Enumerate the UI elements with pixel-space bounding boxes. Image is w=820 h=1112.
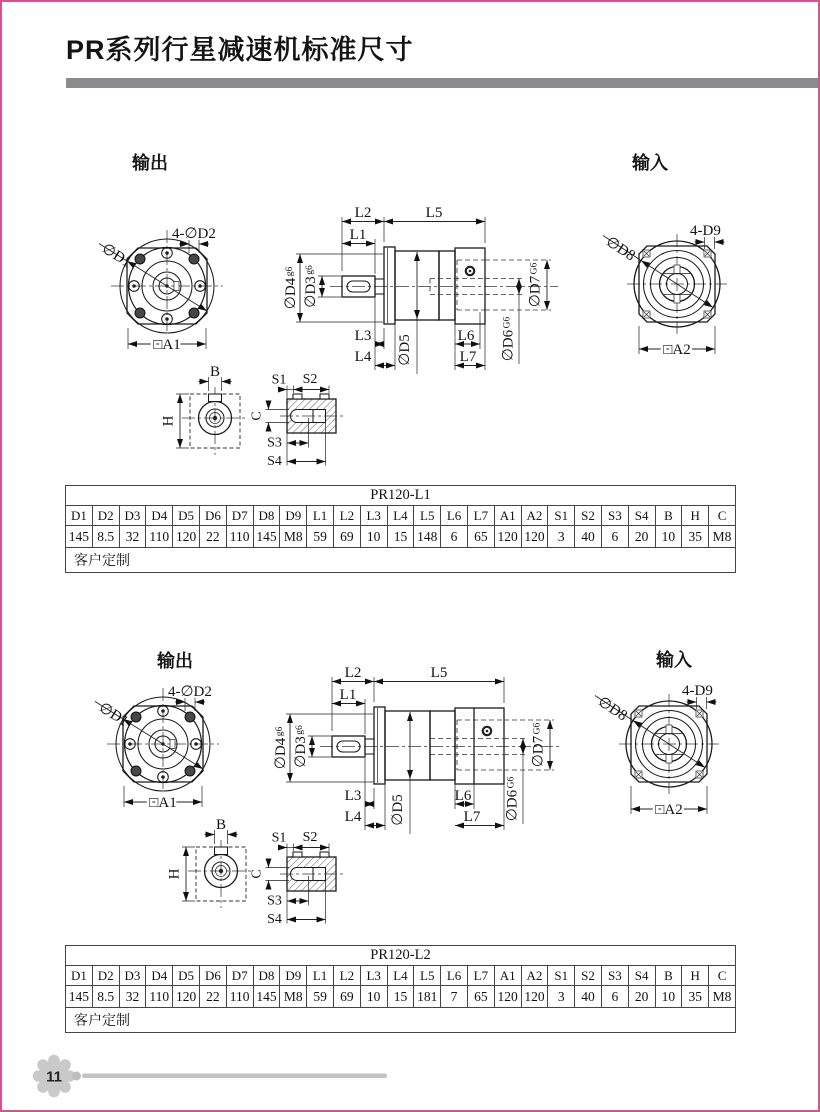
column-header: B (655, 506, 682, 526)
column-header: D5 (173, 506, 200, 526)
column-header: L5 (414, 966, 441, 986)
dim-a2: □A2 (655, 802, 683, 818)
dimension-value: 3 (548, 986, 575, 1008)
input-side-label: 输入 (632, 153, 668, 173)
dim-b: B (215, 817, 227, 833)
dimension-value: 32 (119, 526, 146, 548)
dim-l6: L6 (457, 328, 475, 344)
dimension-value: 6 (441, 526, 468, 548)
column-header: A1 (494, 506, 521, 526)
dim-d5: ∅D5 (397, 334, 413, 366)
dimension-value: M8 (280, 986, 307, 1008)
dim-d1: ∅D1 (95, 699, 131, 731)
dimension-value: 40 (575, 526, 602, 548)
column-header: D8 (253, 966, 280, 986)
column-header: L6 (441, 506, 468, 526)
dimension-value: 110 (146, 526, 173, 548)
column-header: L3 (360, 966, 387, 986)
dimension-value: 110 (226, 526, 253, 548)
column-header: A2 (521, 506, 548, 526)
shaft-end-view-2 (167, 817, 255, 908)
dim-d1: ∅D1 (98, 240, 134, 272)
dimension-value: 10 (360, 986, 387, 1008)
dimension-value: 65 (467, 526, 494, 548)
dim-4d9: 4-D9 (682, 683, 713, 699)
dim-l4: L4 (354, 349, 372, 365)
dim-s3: S3 (267, 435, 282, 451)
dim-s1: S1 (271, 830, 287, 846)
input-side-label: 输入 (656, 650, 692, 670)
dim-h: H (160, 415, 177, 427)
dimension-value: 22 (199, 986, 226, 1008)
column-header: L2 (333, 506, 360, 526)
dim-a2: □A2 (663, 342, 691, 358)
dim-c: C (249, 411, 265, 421)
dim-l5: L5 (430, 665, 448, 681)
column-header: S4 (628, 966, 655, 986)
dim-4d9: 4-D9 (690, 223, 721, 239)
dim-h: H (166, 868, 183, 880)
dim-s1: S1 (271, 372, 287, 388)
column-header: L1 (307, 506, 334, 526)
dimension-value: 10 (655, 526, 682, 548)
column-header: D2 (92, 506, 119, 526)
output-flange-view-1 (99, 226, 223, 353)
dim-l7: L7 (459, 349, 477, 365)
table-footer-note: 客户定制 (66, 548, 736, 573)
dim-c: C (249, 869, 265, 879)
dimension-table-pr120-l2 (65, 945, 736, 1033)
table-title: PR120-L1 (66, 486, 736, 506)
output-side-label: 输出 (132, 153, 168, 173)
key-section-view-1 (250, 372, 345, 469)
drawing-section-2 (2, 622, 820, 952)
side-view-2 (273, 665, 562, 834)
column-header: D3 (119, 506, 146, 526)
dimension-value: M8 (709, 526, 736, 548)
drawing-section-1 (2, 132, 820, 482)
dim-l2: L2 (344, 665, 362, 681)
dimension-value: M8 (709, 986, 736, 1008)
dim-d8: ∅D8 (594, 693, 630, 725)
column-header: S4 (628, 506, 655, 526)
dimension-value: 40 (575, 986, 602, 1008)
column-header: D4 (146, 966, 173, 986)
dimension-value: 120 (494, 526, 521, 548)
dimension-value: 22 (199, 526, 226, 548)
dim-l3: L3 (344, 788, 362, 804)
dimension-table-pr120-l1 (65, 485, 736, 573)
column-header: S3 (601, 966, 628, 986)
column-header: L5 (414, 506, 441, 526)
title-underline-bar (66, 78, 818, 88)
page-title: PR系列行星减速机标准尺寸 (66, 35, 414, 65)
page-footer (2, 1047, 820, 1107)
shaft-end-view-1 (161, 364, 249, 455)
dim-d5: ∅D5 (390, 794, 406, 826)
dimension-value: 10 (655, 986, 682, 1008)
column-header: D1 (66, 966, 93, 986)
dim-l1: L1 (349, 227, 367, 243)
dimension-value: 145 (66, 526, 93, 548)
column-header: L2 (333, 966, 360, 986)
column-header: D8 (253, 506, 280, 526)
dim-d6: $\emptyset D6^{G6}$ (504, 776, 521, 822)
input-flange-view-2 (595, 683, 719, 818)
column-header: D2 (92, 966, 119, 986)
dimension-value: 120 (521, 526, 548, 548)
dim-a1: □A1 (153, 337, 181, 353)
dim-l5: L5 (425, 205, 443, 221)
output-flange-view-2 (95, 684, 219, 811)
dimension-value: M8 (280, 526, 307, 548)
dim-d8: ∅D8 (602, 233, 638, 265)
dimension-value: 65 (467, 986, 494, 1008)
column-header: S3 (601, 506, 628, 526)
table-footer-note: 客户定制 (66, 1008, 736, 1033)
column-header: L4 (387, 506, 414, 526)
dim-d4: $\emptyset D4^{g6}$ (283, 266, 299, 310)
dimension-value: 145 (253, 986, 280, 1008)
column-header: A1 (494, 966, 521, 986)
column-header: H (682, 506, 709, 526)
dim-l4: L4 (344, 809, 362, 825)
column-header: D6 (199, 506, 226, 526)
column-header: C (709, 966, 736, 986)
column-header: L4 (387, 966, 414, 986)
dim-a1: □A1 (149, 795, 177, 811)
dimension-value: 35 (682, 526, 709, 548)
dim-l3: L3 (354, 328, 372, 344)
column-header: L7 (467, 966, 494, 986)
dim-d7: $\emptyset D7^{G6}$ (530, 722, 547, 768)
dim-s2: S2 (302, 372, 318, 387)
column-header: L1 (307, 966, 334, 986)
dimension-value: 120 (521, 986, 548, 1008)
dimension-value: 7 (441, 986, 468, 1008)
column-header: S2 (575, 966, 602, 986)
dim-s4: S4 (267, 454, 282, 469)
column-header: D4 (146, 506, 173, 526)
column-header: D7 (226, 506, 253, 526)
column-header: D1 (66, 506, 93, 526)
dimension-value: 8.5 (92, 986, 119, 1008)
column-header: D6 (199, 966, 226, 986)
dimension-value: 6 (601, 986, 628, 1008)
column-header: S1 (548, 506, 575, 526)
dimension-value: 69 (333, 986, 360, 1008)
page-number: 11 (46, 1068, 62, 1086)
dimension-value: 15 (387, 526, 414, 548)
footer-rule (82, 1074, 387, 1079)
dimension-value: 20 (628, 986, 655, 1008)
dimension-value: 3 (548, 526, 575, 548)
dim-d6: $\emptyset D6^{G6}$ (500, 316, 517, 362)
dimension-value: 110 (226, 986, 253, 1008)
column-header: D5 (173, 966, 200, 986)
table-title: PR120-L2 (66, 946, 736, 966)
dimension-value: 110 (146, 986, 173, 1008)
dimension-value: 69 (333, 526, 360, 548)
column-header: D9 (280, 506, 307, 526)
dimension-value: 8.5 (92, 526, 119, 548)
dim-l2: L2 (354, 205, 372, 221)
column-header: A2 (521, 966, 548, 986)
dimension-value: 145 (66, 986, 93, 1008)
dim-4d2: 4-∅D2 (172, 226, 216, 242)
dim-s3: S3 (267, 893, 282, 909)
dim-l1: L1 (339, 687, 357, 703)
column-header: L6 (441, 966, 468, 986)
dim-l6: L6 (454, 788, 472, 804)
column-header: D3 (119, 966, 146, 986)
dimension-value: 120 (494, 986, 521, 1008)
dimension-value: 145 (253, 526, 280, 548)
dim-s2: S2 (302, 830, 318, 845)
dimension-value: 6 (601, 526, 628, 548)
dim-d3: $\emptyset D3^{g6}$ (293, 725, 309, 768)
dim-d3: $\emptyset D3^{g6}$ (303, 265, 319, 308)
dim-4d2: 4-∅D2 (168, 684, 212, 700)
side-view-1 (283, 205, 558, 374)
dimension-value: 59 (307, 526, 334, 548)
column-header: S1 (548, 966, 575, 986)
column-header: C (709, 506, 736, 526)
dimension-value: 32 (119, 986, 146, 1008)
column-header: D9 (280, 966, 307, 986)
column-header: B (655, 966, 682, 986)
dim-b: B (209, 364, 221, 380)
footer-line-dot (72, 1072, 81, 1081)
input-flange-view-1 (603, 223, 727, 358)
column-header: D7 (226, 966, 253, 986)
column-header: L7 (467, 506, 494, 526)
column-header: L3 (360, 506, 387, 526)
output-side-label: 输出 (157, 651, 193, 671)
column-header: S2 (575, 506, 602, 526)
dimension-value: 59 (307, 986, 334, 1008)
dimension-value: 35 (682, 986, 709, 1008)
dimension-value: 120 (173, 526, 200, 548)
key-section-view-2 (250, 830, 345, 927)
dim-d7: $\emptyset D7^{G6}$ (527, 262, 544, 308)
dimension-value: 181 (414, 986, 441, 1008)
dimension-value: 20 (628, 526, 655, 548)
column-header: H (682, 966, 709, 986)
dim-s4: S4 (267, 912, 282, 927)
dim-d4: $\emptyset D4^{g6}$ (273, 726, 289, 770)
dimension-value: 120 (173, 986, 200, 1008)
dimension-value: 10 (360, 526, 387, 548)
dim-l7: L7 (463, 809, 481, 825)
dimension-value: 15 (387, 986, 414, 1008)
gear-page-number (33, 1055, 76, 1098)
dimension-value: 148 (414, 526, 441, 548)
